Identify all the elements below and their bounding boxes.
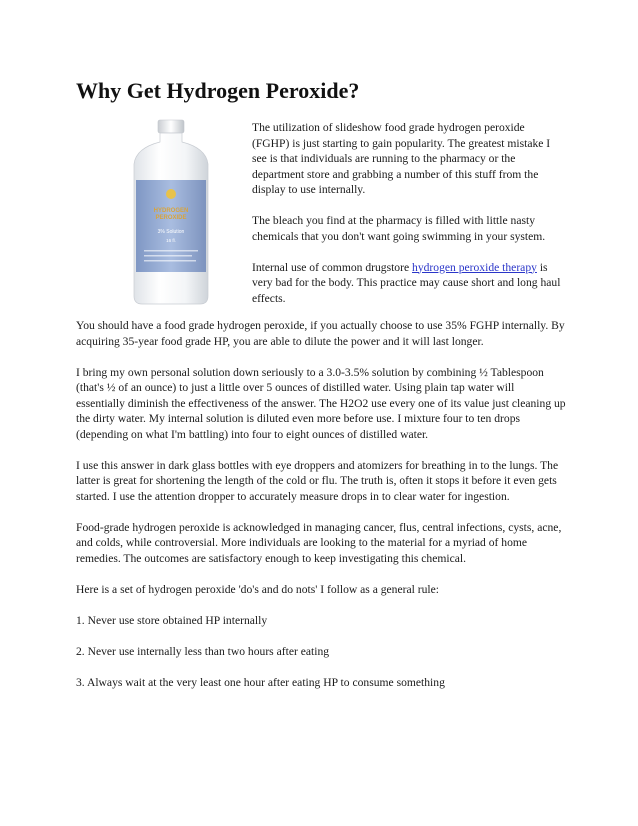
bottle-label-line: 16 fl. — [166, 238, 176, 243]
body-paragraph: Food-grade hydrogen peroxide is acknowledged in managing cancer, flus, central infections, cysts, acne, and colds, while controversial. More individuals are looking to the material for a myriad of home remedies. The outcomes are satisfactory enough to keep investigating this chemical. — [76, 520, 562, 565]
rule-item: 3. Always wait at the very least one hour after eating HP to consume something — [76, 675, 445, 689]
body-paragraph: You should have a food grade hydrogen peroxide, if you actually choose to use 35% FGHP internally. By acquiring 35-year food grade HP, you are able to dilute the power and it will last longer. — [76, 319, 565, 348]
bottle-cap — [158, 120, 184, 133]
article-body — [76, 318, 566, 706]
text-span: Internal use of common drugstore — [252, 260, 413, 274]
page-title: Why Get Hydrogen Peroxide? — [76, 78, 360, 103]
body-paragraph: I use this answer in dark glass bottles with eye droppers and atomizers for breathing in to the lungs. The latter is great for shortening the length of the cold or flu. The truth is, often it stops it before it even gets started. I use the attention dropper to accurately measure drops in to clear water for ingestion. — [76, 458, 559, 503]
hydrogen-peroxide-therapy-link[interactable]: hydrogen peroxide therapy — [412, 260, 537, 274]
body-paragraph: Here is a set of hydrogen peroxide 'do's and do nots' I follow as a general rule: — [76, 582, 439, 596]
body-paragraph: I bring my own personal solution down seriously to a 3.0-3.5% solution by combining ½ Tablespoon (that's ½ of an ounce) to just a little over 5 ounces of distilled water. Using plain tap water will essentially diminish the effectiveness of the answer. The H2O2 use every one of its value just cleaning up the dirty water. My internal solution is diluted even more before use. I mixture four to ten drops (depending on what I'm battling) into four to eight ounces of distilled water. — [76, 365, 566, 441]
side-paragraph: The bleach you find at the pharmacy is filled with little nasty chemicals that you don't want going swimming in your system. — [252, 214, 546, 243]
text-span: is very bad for the body. This practice may cause short and long haul effects. — [252, 260, 561, 305]
bottle-label-line: PEROXIDE — [155, 215, 187, 221]
rule-item: 1. Never use store obtained HP internally — [76, 613, 268, 627]
bottle-label-line: HYDROGEN — [153, 208, 189, 214]
hydrogen-peroxide-bottle-image — [126, 118, 234, 308]
side-paragraph: The utilization of slideshow food grade hydrogen peroxide (FGHP) is just starting to gain popularity. The greatest mistake I see is that individuals are running to the pharmacy or the department store and grabbing a number of this stuff from the display to use internally. — [252, 121, 551, 196]
side-paragraph-with-link — [252, 260, 564, 307]
intro-column — [252, 120, 564, 322]
bottle-label-line: 3% Solution — [157, 229, 185, 235]
rule-item: 2. Never use internally less than two hours after eating — [76, 644, 330, 658]
